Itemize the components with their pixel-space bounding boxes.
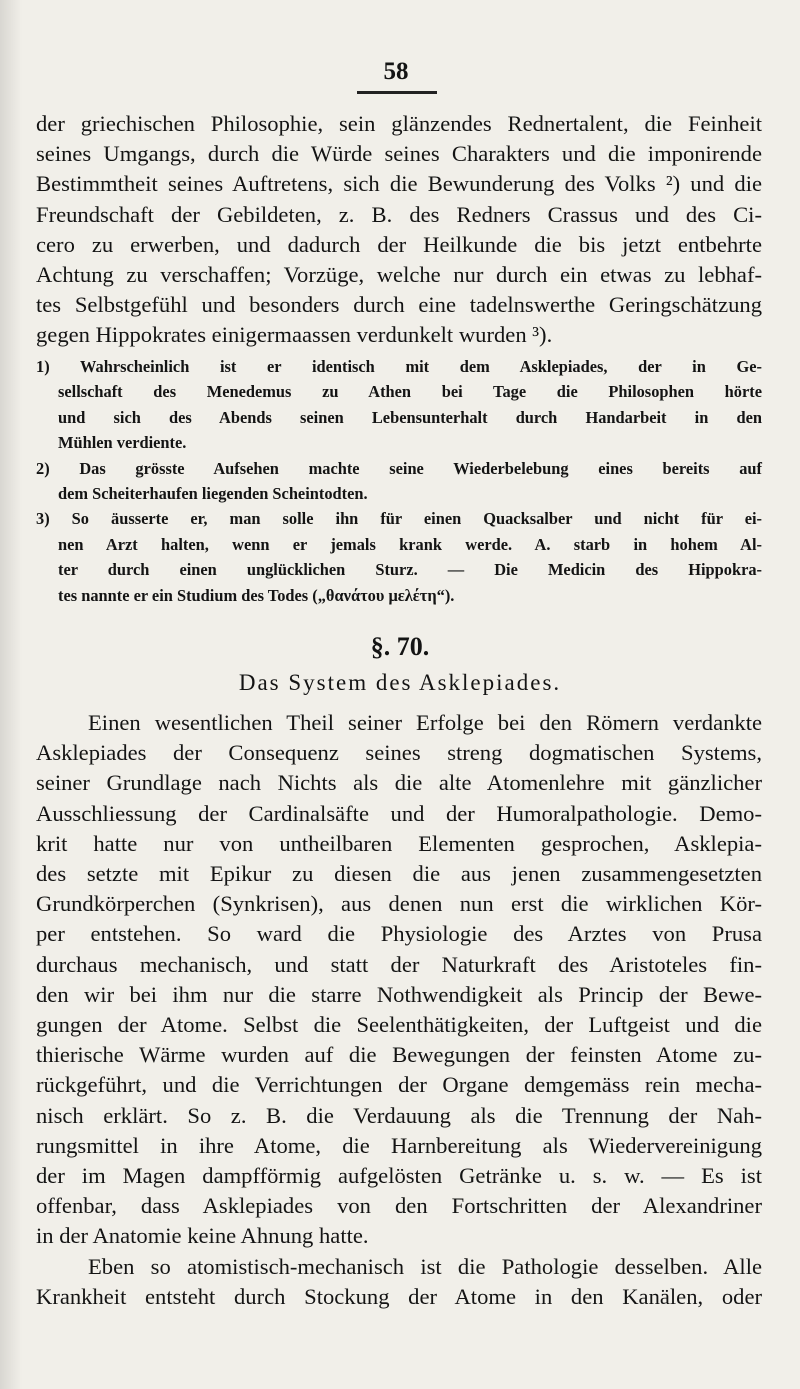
text-line: per entstehen. So ward die Physiologie des Arztes von Prusa [36,921,762,947]
text-line: durchaus mechanisch, und statt der Naturkraft des Aristoteles fin- [36,951,762,977]
text-line: tes Selbstgefühl und besonders durch eine tadelnswerthe Geringschätzung [36,292,762,318]
text-line: Bestimmtheit seines Auftretens, sich die Bewunderung des Volks ²) und die [36,171,762,197]
paragraph-2 [36,708,762,1252]
text-line: nisch erklärt. So z. B. die Verdauung als die Trennung der Nah- [36,1102,762,1128]
paragraph-1 [36,109,762,351]
paragraph-3 [36,1252,762,1312]
footnote-line: 2) Das grösste Aufsehen machte seine Wiederbelebung eines bereits auf [36,458,762,478]
text-line: des setzte mit Epikur zu diesen die aus jenen zusammengesetzten [36,861,762,887]
footnote-line: Mühlen verdiente. [58,433,187,453]
footnote-line: nen Arzt halten, wenn er jemals krank werde. A. starb in hohem Al- [58,534,762,554]
footnote-line: ter durch einen unglücklichen Sturz. — Die Medicin des Hippokra- [58,560,762,580]
section-title: Das System des Asklepiades. [238,670,562,695]
text-line: rungsmittel in ihre Atome, die Harnbereitung als Wiedervereinigung [36,1132,762,1158]
text-line: cero zu erwerben, und dadurch der Heilkunde die bis jetzt entbehrte [36,231,762,257]
text-line: thierische Wärme wurden auf die Bewegungen der feinsten Atome zu- [36,1042,762,1068]
text-line: gungen der Atome. Selbst die Seelenthätigkeiten, der Luftgeist und die [36,1012,762,1038]
text-line: offenbar, dass Asklepiades von den Fortschritten der Alexandriner [36,1193,762,1219]
page-number-rule [357,91,437,94]
text-line: Ausschliessung der Cardinalsäfte und der Humoralpathologie. Demo- [36,800,762,826]
footnote-line: und sich des Abends seinen Lebensunterhalt durch Handarbeit in den [58,407,762,427]
text-line: krit hatte nur von untheilbaren Elementen gesprochen, Asklepia- [36,830,762,856]
section-number: §. 70. [370,632,430,661]
text-line: Achtung zu verschaffen; Vorzüge, welche nur durch ein etwas zu lebhaf- [36,262,762,288]
text-line: Grundkörperchen (Synkrisen), aus denen nun erst die wirklichen Kör- [36,891,762,917]
text-line: den wir bei ihm nur die starre Nothwendigkeit als Princip der Bewe- [36,981,762,1007]
text-line: Eben so atomistisch-mechanisch ist die Pathologie desselben. Alle [88,1254,762,1279]
text-line: seiner Grundlage nach Nichts als die alte Atomenlehre mit gänzlicher [36,770,762,796]
footnote-line: 3) So äusserte er, man solle ihn für einen Quacksalber und nicht für ei- [36,509,762,529]
text-line: Krankheit entsteht durch Stockung der Atome in den Kanälen, oder [36,1284,762,1310]
footnote-line: sellschaft des Menedemus zu Athen bei Tage die Philosophen hörte [58,382,762,402]
footnote-line: dem Scheiterhaufen liegenden Scheintodten. [58,484,368,504]
text-line: der griechischen Philosophie, sein glänzendes Rednertalent, die Feinheit [36,111,762,136]
footnote-line: 1) Wahrscheinlich ist er identisch mit dem Asklepiades, der in Ge- [36,357,762,376]
page-number: 58 [383,58,409,85]
text-line: gegen Hippokrates einigermaassen verdunkelt wurden ³). [36,322,553,348]
text-line: Asklepiades der Consequenz seines streng dogmatischen Systems, [36,740,762,766]
footnotes [36,354,762,608]
text-line: seines Umgangs, durch die Würde seines Charakters und die imponirende [36,141,762,167]
text-line: Einen wesentlichen Theil seiner Erfolge bei den Römern verdankte [88,710,762,735]
text-line: Freundschaft der Gebildeten, z. B. des Redners Crassus und des Ci- [36,201,762,227]
text-line: der im Magen dampfförmig aufgelösten Getränke u. s. w. — Es ist [36,1163,762,1189]
footnote-line: tes nannte er ein Studium des Todes („θανάτου μελέτη“). [58,585,455,605]
text-line: in der Anatomie keine Ahnung hatte. [36,1223,369,1249]
text-line: rückgeführt, und die Verrichtungen der Organe demgemäss rein mecha- [36,1072,762,1098]
